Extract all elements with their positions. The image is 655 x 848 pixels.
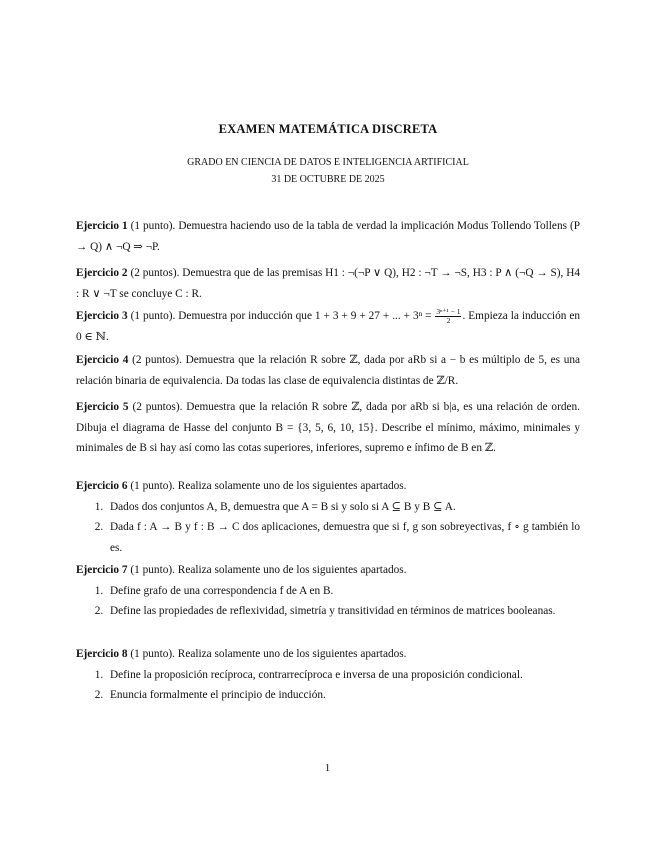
exercise-text: Demuestra que la relación R sobre ℤ, dada por aRb si b|a, es una relación de orden. Dibuja el diagrama de Hasse del conjunto B = {3, 5, 6, 10, 15}. Describe el mínimo, máximo, minimales y minimales de B si hay así como las cotas superiores, inferiores, supremo e ínfimo de B en ℤ. [76,401,580,454]
degree-subtitle: GRADO EN CIENCIA DE DATOS E INTELIGENCIA ARTIFICIAL [187,157,469,168]
exam-title: EXAMEN MATEMÁTICA DISCRETA [218,122,438,136]
exam-date: 31 DE OCTUBRE DE 2025 [271,174,385,185]
exercise-points: (2 puntos). [132,401,183,413]
exercise-label: Ejercicio 5 [76,401,129,413]
exercise-text: Demuestra que la relación R sobre ℤ, dada por aRb si a − b es múltiplo de 5, es una relación binaria de equivalencia. Da todas las clase de equivalencia distintas de ℤ/R. [76,354,581,387]
fraction-numerator: 3ⁿ⁺¹ − 1 [436,306,461,316]
exercise-4 [76,350,580,391]
exercise-points: (1 punto). [130,564,175,576]
exercise-options [76,581,580,622]
exercise-text: Realiza solamente uno de los siguientes apartados. [177,564,407,576]
exercise-text: Demuestra haciendo uso de la tabla de verdad la implicación Modus Tollendo Tollens (P → Q) ∧ ¬Q ⇒ ¬P. [76,220,580,253]
list-item: 2. Dada f : A → B y f : B → C dos aplicaciones, demuestra que si f, g son sobreyectivas, f ∘ g también lo es. [106,517,580,558]
exercise-label: Ejercicio 7 [76,564,128,576]
exercise-points: (2 puntos). [130,267,180,279]
exercise-text: Demuestra que de las premisas H1 : ¬(¬P ∨ Q), H2 : ¬T → ¬S, H3 : P ∧ (¬Q → S), H4 : R ∨ ¬T se concluye C : R. [76,267,581,300]
exercise-3 [76,306,580,347]
fraction [435,308,461,325]
exercise-label: Ejercicio 6 [76,480,128,492]
exercise-points: (1 punto). [130,220,176,232]
exercise-7 [76,560,580,622]
exercise-2 [76,263,580,304]
exercise-points: (1 punto). [130,648,175,660]
list-item: 1. Dados dos conjuntos A, B, demuestra que A = B si y solo si A ⊆ B y B ⊆ A. [106,497,580,518]
exercise-label: Ejercicio 4 [76,354,129,366]
exercise-text-end: . Empieza la inducción en 0 ∈ ℕ. [76,310,580,343]
exercise-8 [76,644,580,706]
exercise-label: Ejercicio 1 [76,220,128,232]
exercise-points: (1 punto). [130,310,176,322]
list-item: 1. Define grafo de una correspondencia f de A en B. [106,581,580,602]
list-item: 2. Enuncia formalmente el principio de inducción. [106,685,580,706]
exercise-label: Ejercicio 3 [76,310,128,322]
exercise-points: (2 puntos). [132,354,182,366]
fraction-denominator: 2 [446,315,451,325]
list-item: 1. Define la proposición recíproca, contrarrecíproca e inversa de una proposición condicional. [106,665,580,686]
exercise-options [76,665,580,706]
exercise-5 [76,397,580,459]
exercise-label: Ejercicio 2 [76,267,128,279]
exercise-text: Demuestra por inducción que 1 + 3 + 9 + 27 + ... + 3ⁿ = [178,310,432,322]
exercise-1 [76,216,580,257]
exercise-text: Realiza solamente uno de los siguientes apartados. [177,480,407,492]
list-item: 2. Define las propiedades de reflexividad, simetría y transitividad en términos de matrices booleanas. [106,601,580,622]
page-number: 1 [324,762,331,774]
exercise-6 [76,476,580,558]
exercise-points: (1 punto). [130,480,175,492]
exercise-label: Ejercicio 8 [76,648,128,660]
exercise-options [76,497,580,559]
exercise-text: Realiza solamente uno de los siguientes apartados. [177,648,407,660]
